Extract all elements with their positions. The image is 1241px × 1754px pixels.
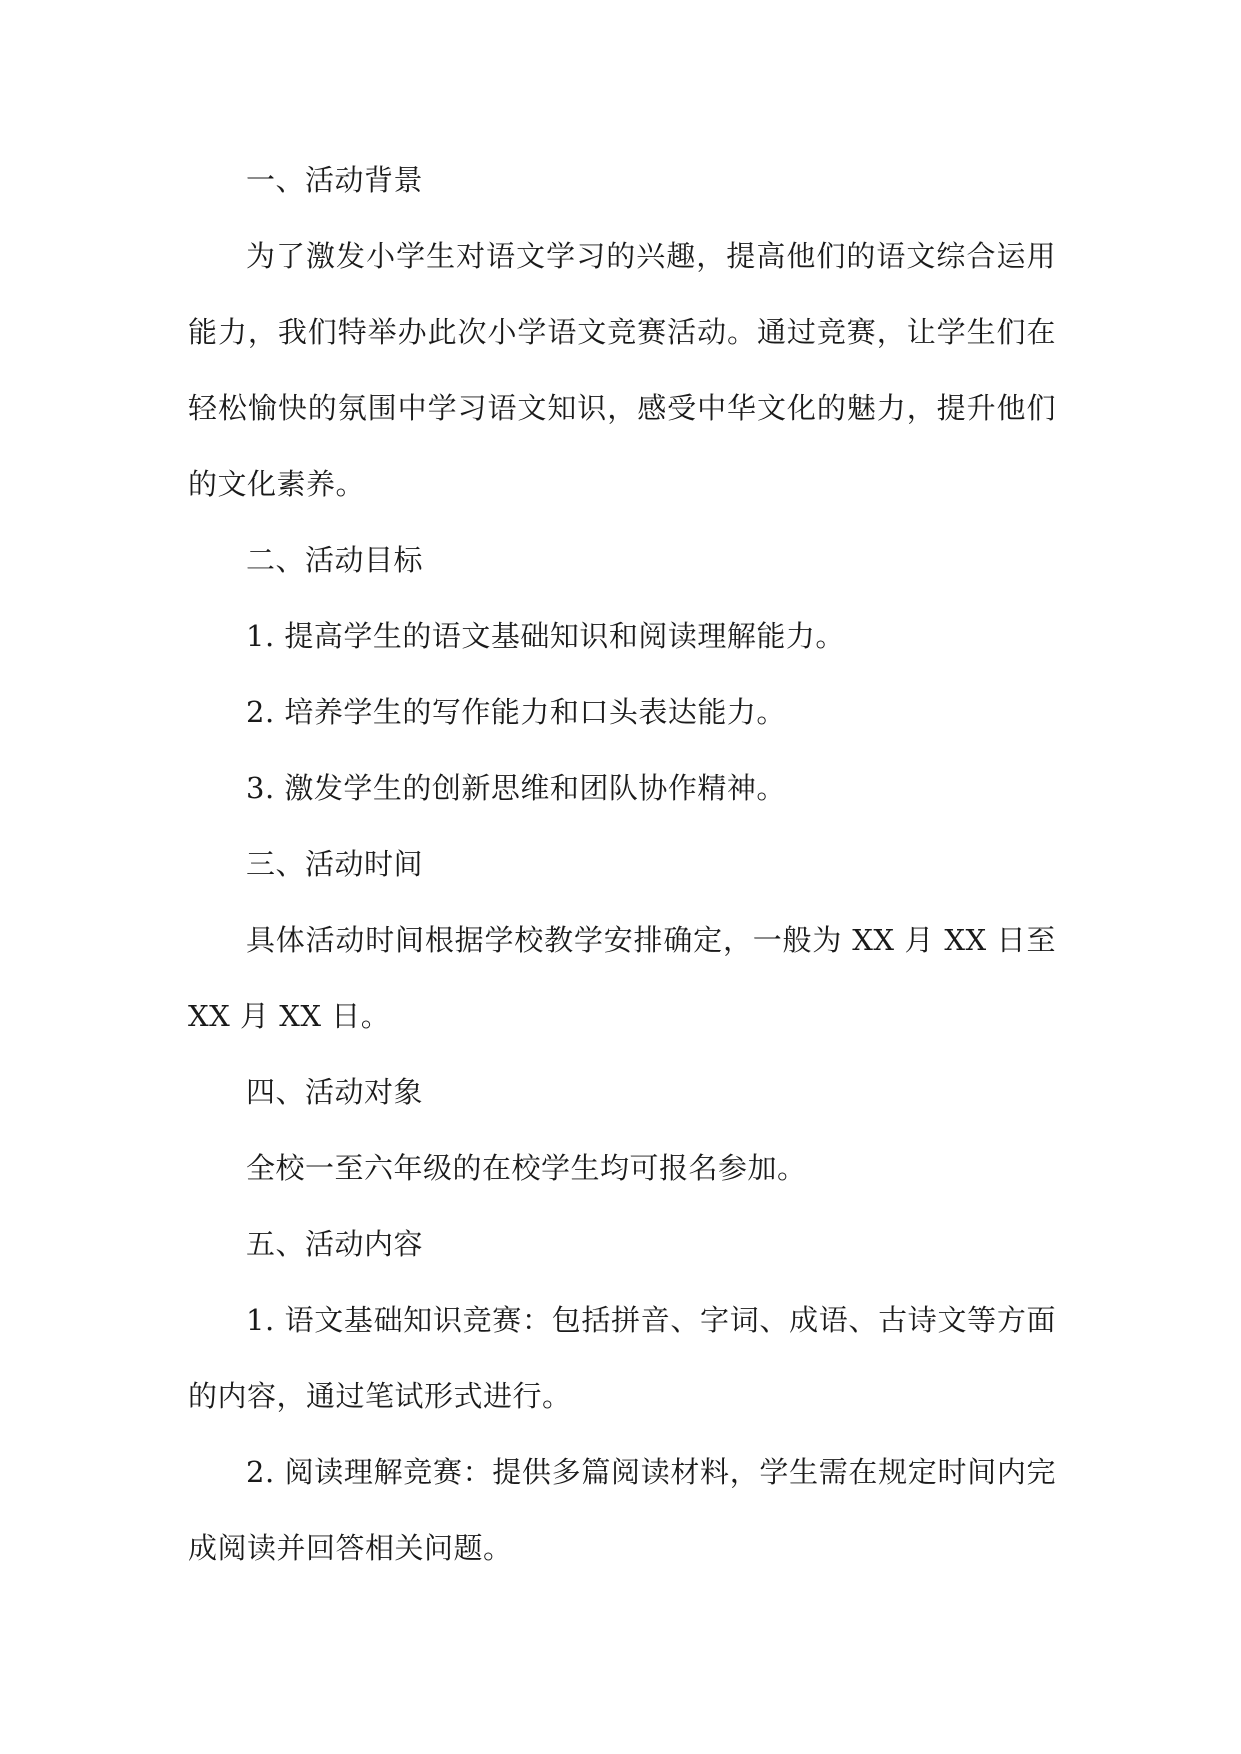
section-content xyxy=(188,1206,1056,1586)
section-heading: 二、活动目标 xyxy=(246,543,424,577)
paragraph: 具体活动时间根据学校教学安排确定，一般为 XX 月 XX 日至 XX 月 XX 日。 xyxy=(188,923,1056,1033)
list-item: 2. 培养学生的写作能力和口头表达能力。 xyxy=(246,695,786,729)
section-background xyxy=(188,142,1056,522)
section-heading: 五、活动内容 xyxy=(246,1227,424,1261)
section-goals xyxy=(188,522,1056,826)
list-item: 1. 提高学生的语文基础知识和阅读理解能力。 xyxy=(246,619,845,653)
list-item: 3. 激发学生的创新思维和团队协作精神。 xyxy=(246,771,786,805)
list-item: 1. 语文基础知识竞赛：包括拼音、字词、成语、古诗文等方面的内容，通过笔试形式进行。 xyxy=(188,1303,1056,1413)
list-item: 2. 阅读理解竞赛：提供多篇阅读材料，学生需在规定时间内完成阅读并回答相关问题。 xyxy=(188,1455,1056,1565)
section-audience xyxy=(188,1054,1056,1206)
section-heading: 三、活动时间 xyxy=(246,847,424,881)
section-heading: 一、活动背景 xyxy=(246,163,424,197)
document-body xyxy=(188,142,1056,1586)
section-heading: 四、活动对象 xyxy=(246,1075,424,1109)
section-time xyxy=(188,826,1056,1054)
paragraph: 为了激发小学生对语文学习的兴趣，提高他们的语文综合运用能力，我们特举办此次小学语文竞赛活动。通过竞赛，让学生们在轻松愉快的氛围中学习语文知识，感受中华文化的魅力，提升他们的文化素养。 xyxy=(188,239,1056,501)
paragraph: 全校一至六年级的在校学生均可报名参加。 xyxy=(246,1151,807,1185)
